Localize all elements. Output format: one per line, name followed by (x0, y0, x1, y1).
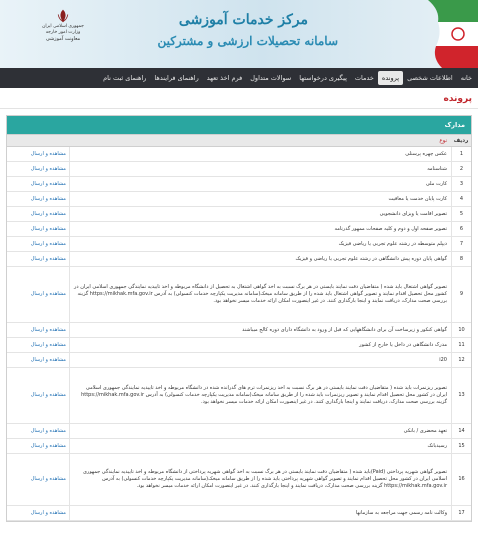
row-index: 7 (451, 237, 471, 251)
row-type: i20 (69, 353, 451, 367)
row-index: 16 (451, 454, 471, 505)
documents-panel (6, 115, 472, 522)
emblem-line-1: جمهوری اسلامی ایران (42, 24, 84, 29)
row-index: 14 (451, 424, 471, 438)
view-send-link[interactable]: مشاهده و ارسال (30, 392, 66, 398)
view-send-link[interactable]: مشاهده و ارسال (30, 356, 66, 363)
view-send-link[interactable]: مشاهده و ارسال (30, 291, 66, 297)
org-name: معاونت آموزشی (45, 36, 81, 42)
col-type-header: نوع (439, 137, 447, 144)
view-send-link[interactable]: مشاهده و ارسال (30, 427, 66, 434)
row-type: مدرک دانشگاهی در داخل یا خارج از کشور (69, 338, 451, 352)
row-index: 9 (451, 267, 471, 322)
main-nav (0, 68, 478, 88)
row-index: 8 (451, 252, 471, 266)
view-send-link[interactable]: مشاهده و ارسال (30, 210, 66, 217)
view-send-link[interactable]: مشاهده و ارسال (30, 180, 66, 187)
view-send-link[interactable]: مشاهده و ارسال (30, 195, 66, 202)
row-type: دیپلم متوسطه در رشته علوم تجربی یا ریاضی فیزیک (69, 237, 451, 251)
row-index: 6 (451, 222, 471, 236)
site-title: مرکز خدمات آموزشی (178, 12, 308, 28)
iran-emblem-icon (55, 8, 71, 24)
view-send-link[interactable]: مشاهده و ارسال (30, 476, 66, 482)
table-row (7, 177, 471, 192)
nav-commitment-form[interactable]: فرم اخذ تعهد (206, 74, 243, 82)
row-index: 4 (451, 192, 471, 206)
table-row (7, 424, 471, 439)
table-row (7, 207, 471, 222)
table-row (7, 252, 471, 267)
row-index: 13 (451, 368, 471, 423)
site-header (0, 0, 478, 68)
nav-services[interactable]: خدمات (354, 74, 374, 82)
row-type: تصویر گواهی اشتغال باید شده ( متقاضیان دقت نمایند بایستی در هر برگ نسبت به اخذ گواهی اشتغال به تحصیل از دانشگاه مربوطه و اخذ تاییدیه نمایندگی جمهوری اسلامی ایران در کشور محل تحصیل اقدام نمایند و تصویر گواهی اشتغال باید شده را از طریق سامانه میخک(سامانه مدیریت یکپارچه خدمات کنسولی) به آدرس https://mikhak.mfa.gov.ir گزینه بررسی صحت مدارک، دریافت نمایند و اینجا بارگذاری کنند. در غیر اینصورت امکان ارائه خدمات میسر نخواهد بود. (69, 267, 451, 322)
view-send-link[interactable]: مشاهده و ارسال (30, 341, 66, 348)
nav-faq[interactable]: سوالات متداول (250, 74, 292, 82)
view-send-link[interactable]: مشاهده و ارسال (30, 165, 66, 172)
row-type: گواهی کنکور و زیرساخت آن برای دانشگاههایی که قبل از ورود به دانشگاه دارای دوره کالج میباشند (69, 323, 451, 337)
row-type: شناسنامه (69, 162, 451, 176)
ministry-block (28, 8, 98, 42)
row-index: 10 (451, 323, 471, 337)
view-send-link[interactable]: مشاهده و ارسال (30, 240, 66, 247)
table-row (7, 506, 471, 521)
table-row (7, 338, 471, 353)
table-row (7, 353, 471, 368)
table-row (7, 439, 471, 454)
row-index: 15 (451, 439, 471, 453)
nav-profile[interactable]: پرونده (378, 71, 403, 85)
table-row (7, 267, 471, 323)
table-row (7, 237, 471, 252)
table-row (7, 368, 471, 424)
view-send-link[interactable]: مشاهده و ارسال (30, 150, 66, 157)
row-type: کارت پایان خدمت یا معافیت (69, 192, 451, 206)
table-row (7, 454, 471, 506)
row-type: کارت ملی (69, 177, 451, 191)
nav-process-guide[interactable]: راهنمای فرایندها (154, 74, 199, 82)
row-type: رسیدبانک (69, 439, 451, 453)
view-send-link[interactable]: مشاهده و ارسال (30, 225, 66, 232)
row-type: تصویر صفحه اول و دوم و کلیه صفحات ممهور گذرنامه (69, 222, 451, 236)
nav-registration-guide[interactable]: راهنمای ثبت نام (103, 74, 147, 82)
view-send-link[interactable]: مشاهده و ارسال (30, 442, 66, 449)
view-send-link[interactable]: مشاهده و ارسال (30, 326, 66, 333)
row-index: 12 (451, 353, 471, 367)
row-type: عکس چهره پرسنلی (69, 147, 451, 161)
view-send-link[interactable]: مشاهده و ارسال (30, 509, 66, 516)
row-type: تصویر گواهی شهریه پرداختی (Paid)باید شده ( متقاضیان دقت نمایند بایستی در هر برگ نسبت به اخذ گواهی شهریه پرداختی از دانشگاه مربوطه و اخذ تاییدیه نمایندگی جمهوری اسلامی ایران در کشور محل تحصیل اقدام نمایند و تصویر گواهی شهریه پرداختی باید شده را از طریق سامانه میخک(سامانه مدیریت یکپارچه خدمات کنسولی) به آدرس https://mikhak.mfa.gov.ir گزینه بررسی صحت مدارک، دریافت نمایند و اینجا بارگذاری کنند. در غیر اینصورت امکان ارائه خدمات میسر نخواهد بود. (69, 454, 451, 505)
nav-track-requests[interactable]: پیگیری درخواستها (299, 74, 347, 82)
iran-flag-icon (420, 0, 478, 68)
table-row (7, 147, 471, 162)
table-row (7, 323, 471, 338)
nav-personal-info[interactable]: اطلاعات شخصی (407, 74, 453, 82)
row-index: 5 (451, 207, 471, 221)
nav-home[interactable]: خانه (460, 74, 472, 82)
row-index: 3 (451, 177, 471, 191)
table-row (7, 222, 471, 237)
table-row (7, 192, 471, 207)
row-index: 2 (451, 162, 471, 176)
table-row (7, 162, 471, 177)
documents-heading: مدارک (7, 116, 471, 134)
row-type: تصویر ریزنمرات باید شده ( متقاضیان دقت نمایند بایستی در هر برگ نسبت به اخذ ریزنمرات ترم های گذرانده شده در دانشگاه مربوطه و اخذ تاییدیه نمایندگی جمهوری اسلامی ایران در کشور محل تحصیل اقدام نمایند و تصویر ریزنمرات باید شده را از طریق سامانه میخک(سامانه مدیریت یکپارچه خدمات کنسولی) به آدرس https://mikhak.mfa.gov.ir گزینه بررسی صحت مدارک، دریافت نمایند و اینجا بارگذاری کنند. در غیر اینصورت امکان ارائه خدمات میسر نخواهد بود. (69, 368, 451, 423)
col-index-header: ردیف (453, 137, 469, 144)
page-title: پرونده (0, 88, 478, 109)
row-index: 17 (451, 506, 471, 520)
row-index: 1 (451, 147, 471, 161)
table-header (7, 134, 471, 147)
site-subtitle: سامانه تحصیلات ارزشی و مشترکین (157, 34, 338, 48)
emblem-line-2: وزارت امور خارجه (45, 30, 81, 35)
row-type: تصویر اقامت یا ویزای دانشجویی (69, 207, 451, 221)
view-send-link[interactable]: مشاهده و ارسال (30, 255, 66, 262)
row-index: 11 (451, 338, 471, 352)
row-type: تعهد محضری / بانکی (69, 424, 451, 438)
row-type: وکالت نامه رسمی جهت مراجعه به سازمانها (69, 506, 451, 520)
row-type: گواهی پایان دوره پیش دانشگاهی در رشته علوم تجربی یا ریاضی و فیزیک (69, 252, 451, 266)
